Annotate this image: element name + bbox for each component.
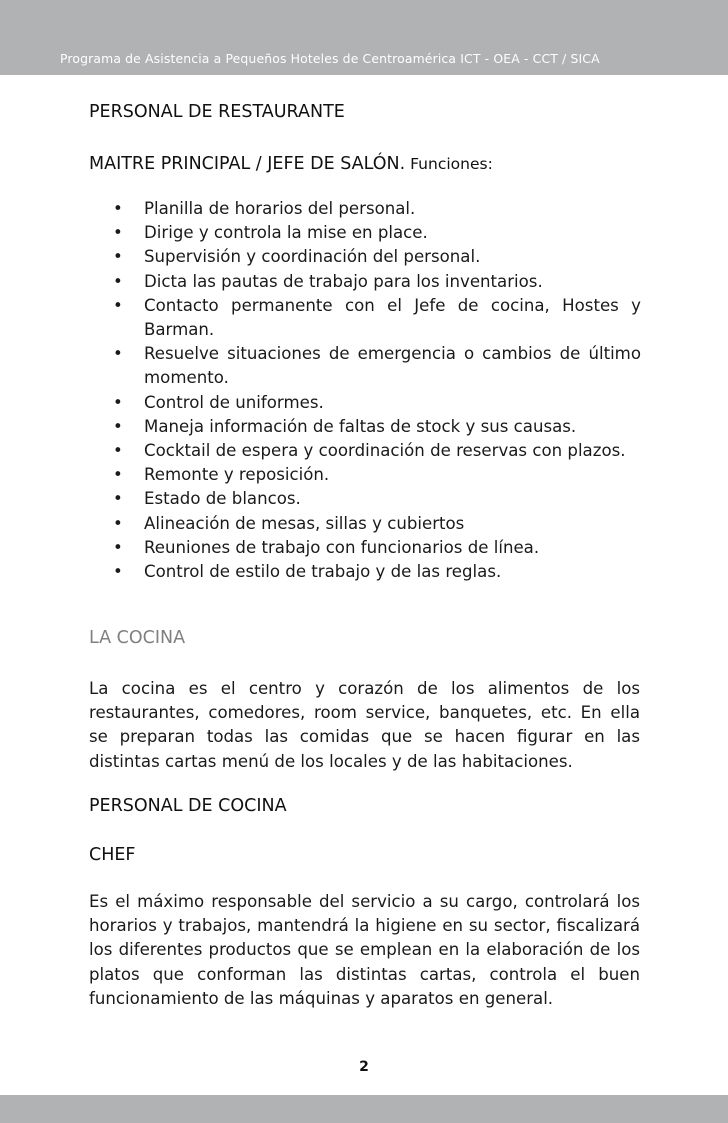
bullet-icon: •: [113, 344, 123, 364]
list-item-text: Contacto permanente con el Jefe de cocina, Hostes y Barman.: [144, 295, 641, 340]
bullet-icon: •: [113, 392, 123, 412]
list-item: [109, 487, 641, 511]
list-item-text: Estado de blancos.: [144, 489, 301, 509]
list-item: [109, 294, 641, 342]
list-item: [109, 415, 641, 439]
list-item-text: Cocktail de espera y coordinación de reservas con plazos.: [144, 441, 626, 461]
bullet-icon: •: [113, 223, 123, 243]
list-item: [109, 536, 641, 560]
list-item: [109, 391, 641, 415]
running-header: Programa de Asistencia a Pequeños Hoteles de Centroamérica ICT - OEA - CCT / SICA: [60, 51, 600, 66]
maitre-title: MAITRE PRINCIPAL / JEFE DE SALÓN.: [89, 154, 406, 174]
bullet-icon: •: [113, 465, 123, 485]
list-item-text: Alineación de mesas, sillas y cubiertos: [144, 513, 465, 533]
list-item-text: Maneja información de faltas de stock y sus causas.: [144, 416, 577, 436]
list-item-text: Planilla de horarios del personal.: [144, 199, 416, 218]
bullet-icon: •: [113, 513, 123, 533]
bullet-icon: •: [113, 247, 123, 267]
maitre-heading: [89, 152, 493, 176]
list-item: [109, 245, 641, 269]
bullet-icon: •: [113, 199, 123, 218]
list-item: [109, 221, 641, 245]
bullet-icon: •: [113, 441, 123, 461]
list-item: [109, 512, 641, 536]
list-item-text: Dirige y controla la mise en place.: [144, 223, 428, 243]
list-item: [109, 197, 641, 221]
bullet-icon: •: [113, 562, 123, 582]
list-item-text: Reuniones de trabajo con funcionarios de línea.: [144, 537, 540, 557]
list-item-text: Control de uniformes.: [144, 392, 324, 412]
bullet-icon: •: [113, 271, 123, 291]
list-item: [109, 342, 641, 390]
maitre-duties-list: [109, 197, 641, 584]
bullet-icon: •: [113, 295, 123, 315]
list-item-text: Control de estilo de trabajo y de las reglas.: [144, 562, 502, 582]
chef-paragraph: Es el máximo responsable del servicio a su cargo, controlará los horarios y trabajos, mantendrá la higiene en su sector, fiscalizará los diferentes productos que se emplean en la elaboración de los platos que conforman las distintas cartas, controla el buen funcionamiento de las máquinas y aparatos en general.: [89, 892, 640, 1008]
page-number: 2: [359, 1059, 369, 1075]
list-item-text: Dicta las pautas de trabajo para los inventarios.: [144, 271, 543, 291]
kitchen-heading: LA COCINA: [89, 628, 186, 648]
list-item-text: Resuelve situaciones de emergencia o cambios de último momento.: [144, 344, 641, 388]
kitchen-paragraph: La cocina es el centro y corazón de los alimentos de los restaurantes, comedores, room service, banquetes, etc. En ella se preparan todas las comidas que se hacen figurar en las distintas cartas menú de los locales y de las habitaciones.: [89, 679, 640, 771]
chef-heading: CHEF: [89, 845, 136, 865]
bullet-icon: •: [113, 489, 123, 509]
list-item-text: Supervisión y coordinación del personal.: [144, 247, 481, 267]
list-item: [109, 270, 641, 294]
header-band: [0, 0, 728, 75]
list-item: [109, 439, 641, 463]
bullet-icon: •: [113, 416, 123, 436]
list-item: [109, 463, 641, 487]
list-item: [109, 560, 641, 584]
bullet-icon: •: [113, 537, 123, 557]
list-item-text: Remonte y reposición.: [144, 465, 330, 485]
kitchen-staff-heading: PERSONAL DE COCINA: [89, 796, 287, 816]
restaurant-staff-heading: PERSONAL DE RESTAURANTE: [89, 102, 345, 122]
footer-band: [0, 1095, 728, 1123]
maitre-functions-label: Funciones:: [405, 155, 493, 173]
